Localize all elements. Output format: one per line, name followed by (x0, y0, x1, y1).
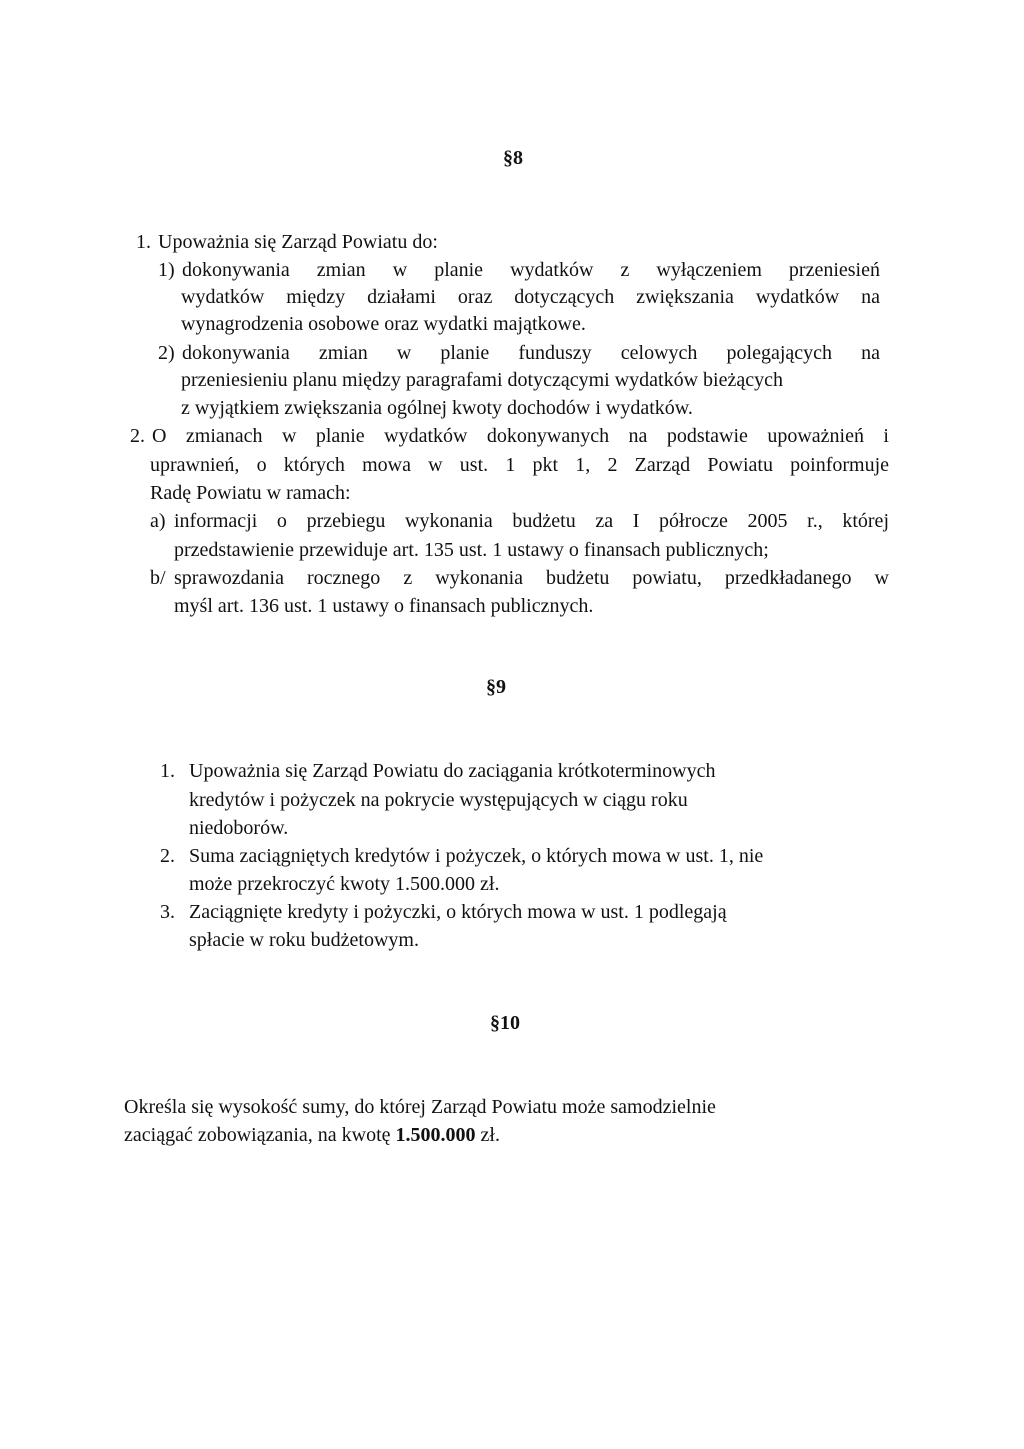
s9-item2-line1: Suma zaciągniętych kredytów i pożyczek, o których mowa w ust. 1, nie (189, 845, 764, 867)
s8-p1-item2-line3: z wyjątkiem zwiększania ogólnej kwoty dochodów i wydatków. (181, 397, 693, 419)
section-9-heading: §9 (486, 676, 506, 698)
s8-p2-line3: Radę Powiatu w ramach: (150, 482, 351, 504)
s8-p1-number: 1. (136, 231, 151, 253)
s8-p2-item-b-label: b/ (150, 567, 166, 589)
s8-p1-item2-number: 2) (158, 342, 175, 364)
s9-item3-number: 3. (160, 901, 175, 923)
s9-item2-number: 2. (160, 845, 175, 867)
s10-line1: Określa się wysokość sumy, do której Zarząd Powiatu może samodzielnie (124, 1096, 716, 1118)
s10-line2-text: zaciągać zobowiązania, na kwotę (124, 1124, 391, 1146)
s9-item1-number: 1. (160, 760, 175, 782)
s9-item1-line3: niedoborów. (189, 817, 289, 839)
s8-p2-item-a-label: a) (150, 510, 166, 532)
section-8-heading: §8 (503, 147, 523, 169)
s8-p1-text: Upoważnia się Zarząd Powiatu do: (158, 231, 438, 253)
s8-p2-item-b-line1: sprawozdania rocznego z wykonania budżetu powiatu, przedkładanego w (174, 567, 889, 589)
s10-line2 (124, 1121, 500, 1149)
s8-p2-item-a-line2: przedstawienie przewiduje art. 135 ust. 1 ustawy o finansach publicznych; (174, 539, 769, 561)
s9-item1-line1: Upoważnia się Zarząd Powiatu do zaciągania krótkoterminowych (189, 760, 716, 782)
s8-p1-item1-line2: wydatków między działami oraz dotyczących zwiększania wydatków na (181, 286, 880, 308)
s8-p1-item1-line1: dokonywania zmian w planie wydatków z wyłączeniem przeniesień (182, 259, 880, 281)
s8-p2-number: 2. (130, 425, 145, 447)
s9-item3-line2: spłacie w roku budżetowym. (189, 929, 419, 951)
s9-item1-line2: kredytów i pożyczek na pokrycie występujących w ciągu roku (189, 789, 688, 811)
s8-p1-item2-line2: przeniesieniu planu między paragrafami dotyczącymi wydatków bieżących (181, 369, 783, 391)
s8-p1-item2-line1: dokonywania zmian w planie funduszy celowych polegających na (182, 342, 880, 364)
s9-item2-line2: może przekroczyć kwoty 1.500.000 zł. (189, 873, 500, 895)
s10-amount: 1.500.000 (395, 1124, 476, 1146)
s8-p2-item-b-line2: myśl art. 136 ust. 1 ustawy o finansach publicznych. (174, 595, 594, 617)
section-10-heading: §10 (490, 1012, 520, 1034)
s8-p2-line1: O zmianach w planie wydatków dokonywanych na podstawie upoważnień i (152, 425, 889, 447)
s8-p2-item-a-line1: informacji o przebiegu wykonania budżetu za I półrocze 2005 r., której (174, 510, 889, 532)
s9-item3-line1: Zaciągnięte kredyty i pożyczki, o których mowa w ust. 1 podlegają (189, 901, 727, 923)
s8-p1-item1-number: 1) (158, 259, 175, 281)
s8-p1-item1-line3: wynagrodzenia osobowe oraz wydatki majątkowe. (181, 313, 586, 335)
s8-p2-line2: uprawnień, o których mowa w ust. 1 pkt 1, 2 Zarząd Powiatu poinformuje (150, 454, 889, 476)
s10-currency: zł. (475, 1124, 500, 1146)
